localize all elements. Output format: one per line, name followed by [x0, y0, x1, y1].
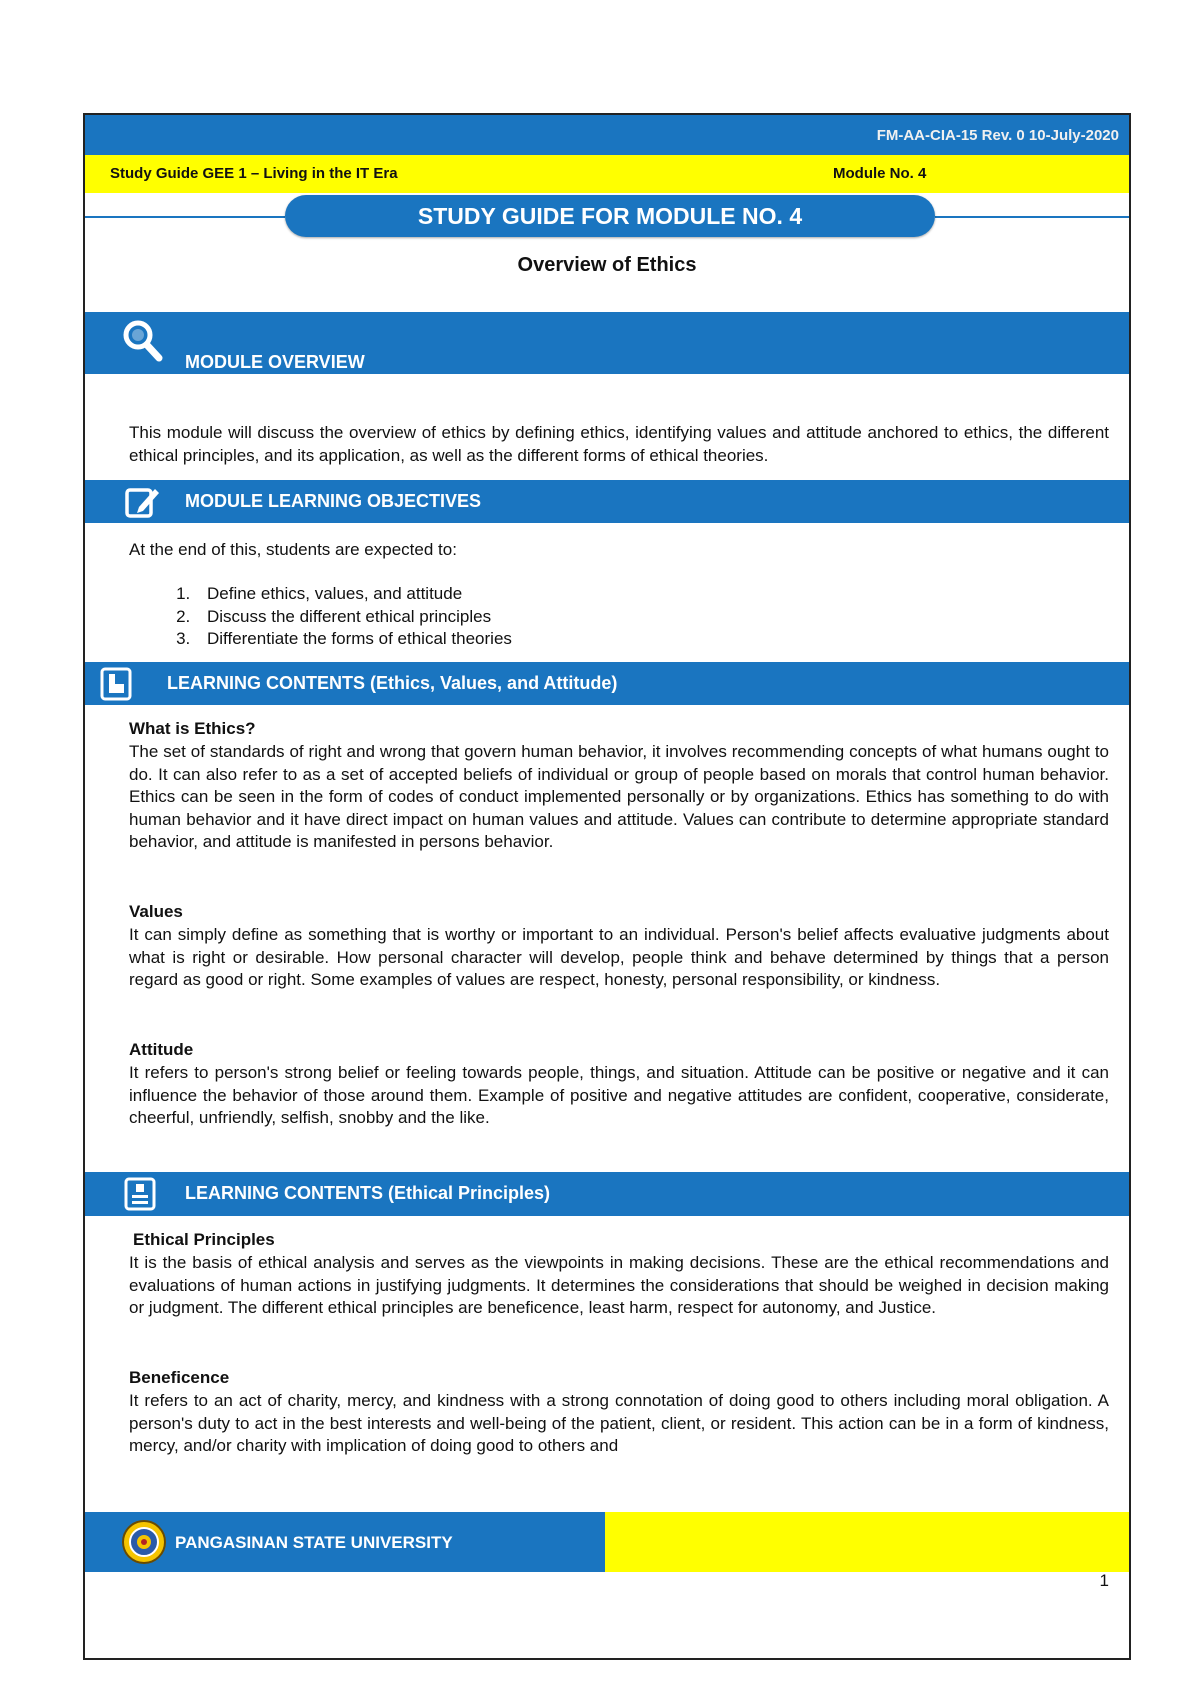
objective-item: 2. Discuss the different ethical principles [195, 606, 512, 629]
module-title-banner [285, 195, 935, 237]
university-name: PANGASINAN STATE UNIVERSITY [175, 1533, 453, 1552]
beneficence-heading: Beneficence [129, 1368, 230, 1387]
ethics-text: The set of standards of right and wrong that govern human behavior, it involves recommending concepts of what humans ought to do. It can also refer to as a set of accepted beliefs of individual or group of people based on morals that control human behavior. Ethics can be seen in the form of codes of conduct implemented personally or by organizations. Ethics has something to do with human behavior and it have direct impact on human values and attitude. Values can contribute to determine appropriate standard behavior, and attitude is manifested in persons behavior. [129, 742, 1109, 852]
footer-yellow-bar [605, 1512, 1129, 1572]
overview-heading: MODULE OVERVIEW [185, 352, 365, 372]
objectives-intro: At the end of this, students are expected to: [129, 540, 457, 559]
values-text: It can simply define as something that is worthy or important to an individual. Person's belief affects evaluative judgments about what is right or desirable. How personal character will develop, people think and behave determined by things that a person regard as good or right. Some examples of values are respect, honesty, personal responsibility, or kindness. [129, 925, 1109, 990]
objectives-heading: MODULE LEARNING OBJECTIVES [185, 491, 482, 511]
form-code: FM-AA-CIA-15 Rev. 0 10-July-2020 [876, 127, 1119, 144]
university-seal-icon [121, 1519, 167, 1565]
title-rule-left [85, 216, 285, 218]
document-icon [123, 1176, 157, 1212]
contents-ethics-heading: LEARNING CONTENTS (Ethics, Values, and Attitude) [167, 673, 618, 693]
values-heading: Values [129, 902, 183, 921]
principles-heading: Ethical Principles [133, 1230, 275, 1249]
attitude-heading: Attitude [129, 1040, 194, 1059]
overview-text: This module will discuss the overview of ethics by defining ethics, identifying values and attitude anchored to ethics, the different ethical principles, and its application, as well as the different forms of ethical theories. [129, 423, 1109, 465]
contents-principles-heading: LEARNING CONTENTS (Ethical Principles) [185, 1183, 551, 1203]
objectives-list [155, 583, 512, 651]
guide-title: Study Guide GEE 1 – Living in the IT Era [110, 165, 398, 182]
principles-text: It is the basis of ethical analysis and serves as the viewpoints in making decisions. These are the ethical recommendations and evaluations of human actions in justifying judgments. It determines the considerations that should be weighed in decision making or judgment. The different ethical principles are beneficence, least harm, respect for autonomy, and Justice. [129, 1253, 1109, 1318]
magnifier-icon [121, 318, 165, 364]
attitude-text: It refers to person's strong belief or feeling towards people, things, and situation. Attitude can be positive or negative and it can influence the behavior of those around them. Example of positive and negative attitudes are confident, cooperative, considerate, cheerful, unfriendly, selfish, snobby and the like. [129, 1063, 1109, 1128]
book-icon [99, 666, 133, 702]
study-guide-page [83, 113, 1131, 1660]
page-number: 1 [1099, 1571, 1109, 1590]
objective-item: 1. Define ethics, values, and attitude [195, 583, 512, 606]
objective-item: 3. Differentiate the forms of ethical theories [195, 628, 512, 651]
title-rule-right [935, 216, 1129, 218]
module-number: Module No. 4 [833, 165, 927, 182]
module-subtitle: Overview of Ethics [517, 254, 697, 276]
module-title: STUDY GUIDE FOR MODULE NO. 4 [417, 202, 803, 229]
edit-icon [125, 485, 161, 519]
beneficence-text: It refers to an act of charity, mercy, and kindness with a strong connotation of doing good to others including moral obligation. A person's duty to act in the best interests and well-being of the patient, client, or resident. This action can be in a form of kindness, mercy, and/or charity with implication of doing good to others and [129, 1391, 1109, 1456]
ethics-heading: What is Ethics? [129, 719, 256, 738]
